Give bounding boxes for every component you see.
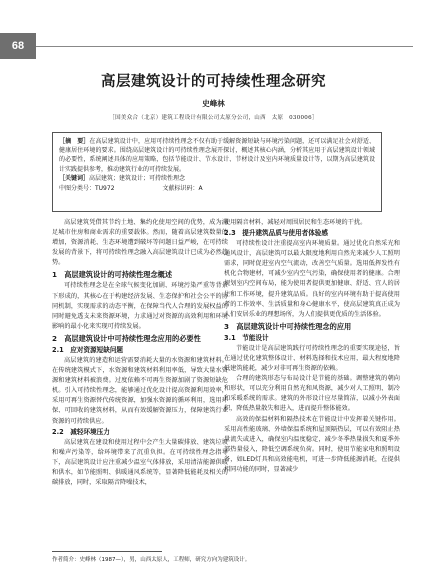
left-column — [52, 218, 228, 488]
section-2-1-heading: 2.1 应对资源短缺问题 — [52, 345, 124, 354]
section-3-1-heading: 3.1 节能设计 — [224, 333, 269, 342]
abstract-text: 在高层建筑设计中，应用可持续性理念不仅有助于缓解资源短缺与环境污染问题，还可以满足社会对舒适、健康居住环境的要求。围绕高层建筑设计的可持续性理念展开探讨，概述其核心内涵，分析其应用于高层建筑设计领域的必要性，系统阐述具体的应用策略，包括节能设计、节水设计、节材设计及室内环境质量设计等，以期为高层建筑设计实践提供参考，推动建筑行业的可持续发展。 — [59, 138, 375, 173]
right-column — [224, 218, 400, 475]
paper-title: 高层建筑设计的可持续性理念研究 — [101, 73, 326, 90]
section-3-heading: 3 高层建筑设计中可持续性理念的应用 — [224, 321, 352, 331]
author-footnote: 作者简介：史峰林（1987—），男，山西太原人，工程师，研究方向为建筑设计。 — [52, 557, 251, 563]
header-rule — [36, 46, 413, 47]
section-3-1-paragraph-3: 高效的保温材料和隔热技术在节能设计中发挥着关键作用。采用高性能玻璃、外墙保温系统和屋顶隔热层，可以有效阻止热量流失或进入，确保室内温度稳定，减少冬季热量损失和夏季外部热量侵入，降低空调系统负荷。同时，使用节能家电和照明设备，如LED灯具和高效能电机，可进一步降低能源消耗，在提供相同功能的同时，显著减少 — [224, 415, 400, 473]
author-affiliation: ［国美众合（北京）建筑工程设计有限公司太原分公司，山西 太原 030006］ — [109, 115, 318, 121]
footnote-rule — [52, 551, 162, 552]
author-name: 史峰林 — [202, 99, 225, 108]
abstract-label: ［摘 要］ — [59, 138, 90, 145]
section-3-1-paragraph-2: 合理的建筑形态与布局设计是节能的基础。调整建筑的朝向和形状，可以充分利用自然光和风资源，减少对人工照明、制冷和采暖系统的需求。建筑的外形设计应尽量简洁，以减小外表面积，降低热量散失和进入，进而提升整体能效。 — [224, 375, 400, 413]
page-number: 68 — [11, 40, 25, 52]
section-2-heading: 2 高层建筑设计中可持续性理念应用的必要性 — [52, 333, 201, 343]
section-3-1-text: 节能设计是高层建筑践行可持续性理念的重要实现途径，旨在通过优化建筑整体设计、材料选择和技术应用，最大程度地降低建筑能耗，减少对非可再生资源的依赖。 — [224, 344, 400, 373]
intro-paragraph: 高层建筑凭借其节约土地、集约化使用空间的优势，成为满足城市住房和商业需求的重要载体。然而，随着高层建筑数量的增加，资源消耗、生态环境遭到破坏等问题日益严峻，在可持续发展的背景下，将可持续性理念融入高层建筑设计已成为必然趋势。 — [52, 219, 228, 267]
document-code: 文献标识码：A — [162, 185, 203, 193]
classification-row — [59, 184, 375, 193]
abstract-box — [52, 132, 382, 212]
section-2-2-heading: 2.2 减轻环境压力 — [52, 427, 110, 436]
page-number-badge — [0, 33, 36, 59]
section-2-3-text: 可持续性设计注重提高室内环境质量。通过优化自然采光和通风设计，高层建筑可以最大限度地利用自然光来减少人工照明需求，同时促进室内空气流动，改善空气质量。选用低挥发性有机化合物建材，可减少室内空气污染，确保使用者的健康。合理规划室内空间布局，能为使用者提供更加健康、舒适、宜人的居住和工作环境，提升建筑品质。良好的室内环境有助于提高使用者的工作效率、生活质量和身心健康水平，使高层建筑真正成为人们安居乐业的理想场所，为人们提供更优质的生活体验。 — [224, 240, 400, 318]
continued-paragraph: 使用隔音材料，减轻对周围居民和生态环境的干扰。 — [224, 219, 367, 226]
abstract-paragraph — [59, 137, 375, 174]
keywords-line — [59, 174, 375, 183]
clc-number: 中图分类号：TU972 — [59, 185, 115, 193]
section-2-1-text: 高层建筑的建造和运营需要消耗大量的水资源和建筑材料。在传统建筑模式下，水资源和建筑材料利用率低，导致大量水资源和建筑材料被浪费。过度依赖不可再生资源加剧了资源短缺危机。引入可持续性理念，能够通过优化设计提高资源利用效率，采用可再生资源替代传统资源，加强水资源的循环利用，选用环保、可回收的建筑材料，从而有效缓解资源压力，保障建筑行业资源的可持续供应。 — [52, 356, 228, 425]
keywords-label: ［关键词］ — [59, 174, 90, 182]
section-2-3-heading: 2.3 提升建筑品质与使用者体验感 — [224, 229, 328, 238]
section-2-2-text: 高层建筑在建设和使用过程中会产生大量碳排放、建筑垃圾和噪声污染等，给环境带来了沉重负担。在可持续性理念指导下，高层建筑设计应注重减少温室气体排放，采用清洁能源供暖和供水，如节能照明、供暖通风系统等，显著降低能耗及相关的碳排放，同时，采取隔音降噪技术， — [52, 438, 228, 486]
keywords-text: 高层建筑；建筑设计；可持续性理念 — [89, 174, 186, 182]
section-1-heading: 1 高层建筑设计的可持续性理念概述 — [52, 270, 173, 280]
section-1-text: 可持续性理念是在全球气候变化加剧、环境污染严重等背景下形成的，其核心在于构建经济发展、生态保护和社会公平的协同机制，实现需求的动态平衡，在保障当代人合理的发展权益的同时避免透支未来资源环境，力求通过对资源的高效利用和环境影响的最小化来实现可持续发展。 — [52, 282, 228, 330]
